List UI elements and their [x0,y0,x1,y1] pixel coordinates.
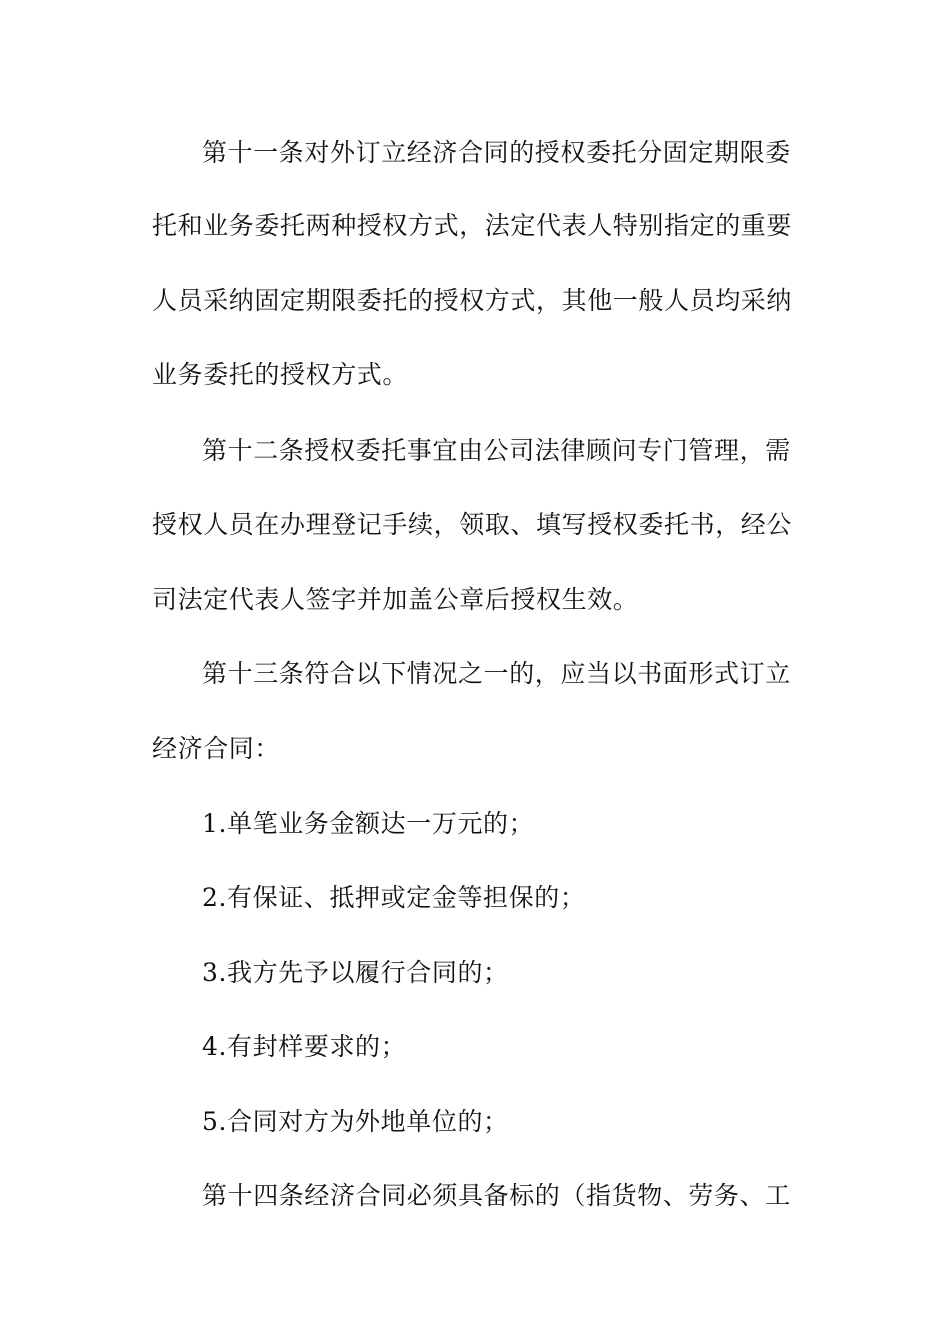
article-12-line-2: 授权人员在办理登记手续，领取、填写授权委托书，经公 [152,510,793,539]
list-item: 2.有保证、抵押或定金等担保的； [202,883,586,912]
article-11-line-2: 托和业务委托两种授权方式，法定代表人特别指定的重要 [152,211,793,240]
article-12-line-3: 司法定代表人签字并加盖公章后授权生效。 [152,585,639,614]
list-item: 4.有封样要求的； [202,1032,407,1061]
article-11-line-3: 人员采纳固定期限委托的授权方式，其他一般人员均采纳 [152,286,793,315]
article-13-line-1: 第十三条符合以下情况之一的，应当以书面形式订立 [202,659,791,688]
article-12-line-1: 第十二条授权委托事宜由公司法律顾问专门管理，需 [202,436,791,465]
article-11-line-4: 业务委托的授权方式。 [152,360,409,389]
list-item: 3.我方先予以履行合同的； [202,958,509,987]
article-13-line-2: 经济合同： [152,734,281,763]
list-item: 5.合同对方为外地单位的； [202,1107,509,1136]
article-14-line-1: 第十四条经济合同必须具备标的（指货物、劳务、工 [202,1181,791,1210]
list-item: 1.单笔业务金额达一万元的； [202,809,535,838]
article-11-line-1: 第十一条对外订立经济合同的授权委托分固定期限委 [202,138,791,167]
